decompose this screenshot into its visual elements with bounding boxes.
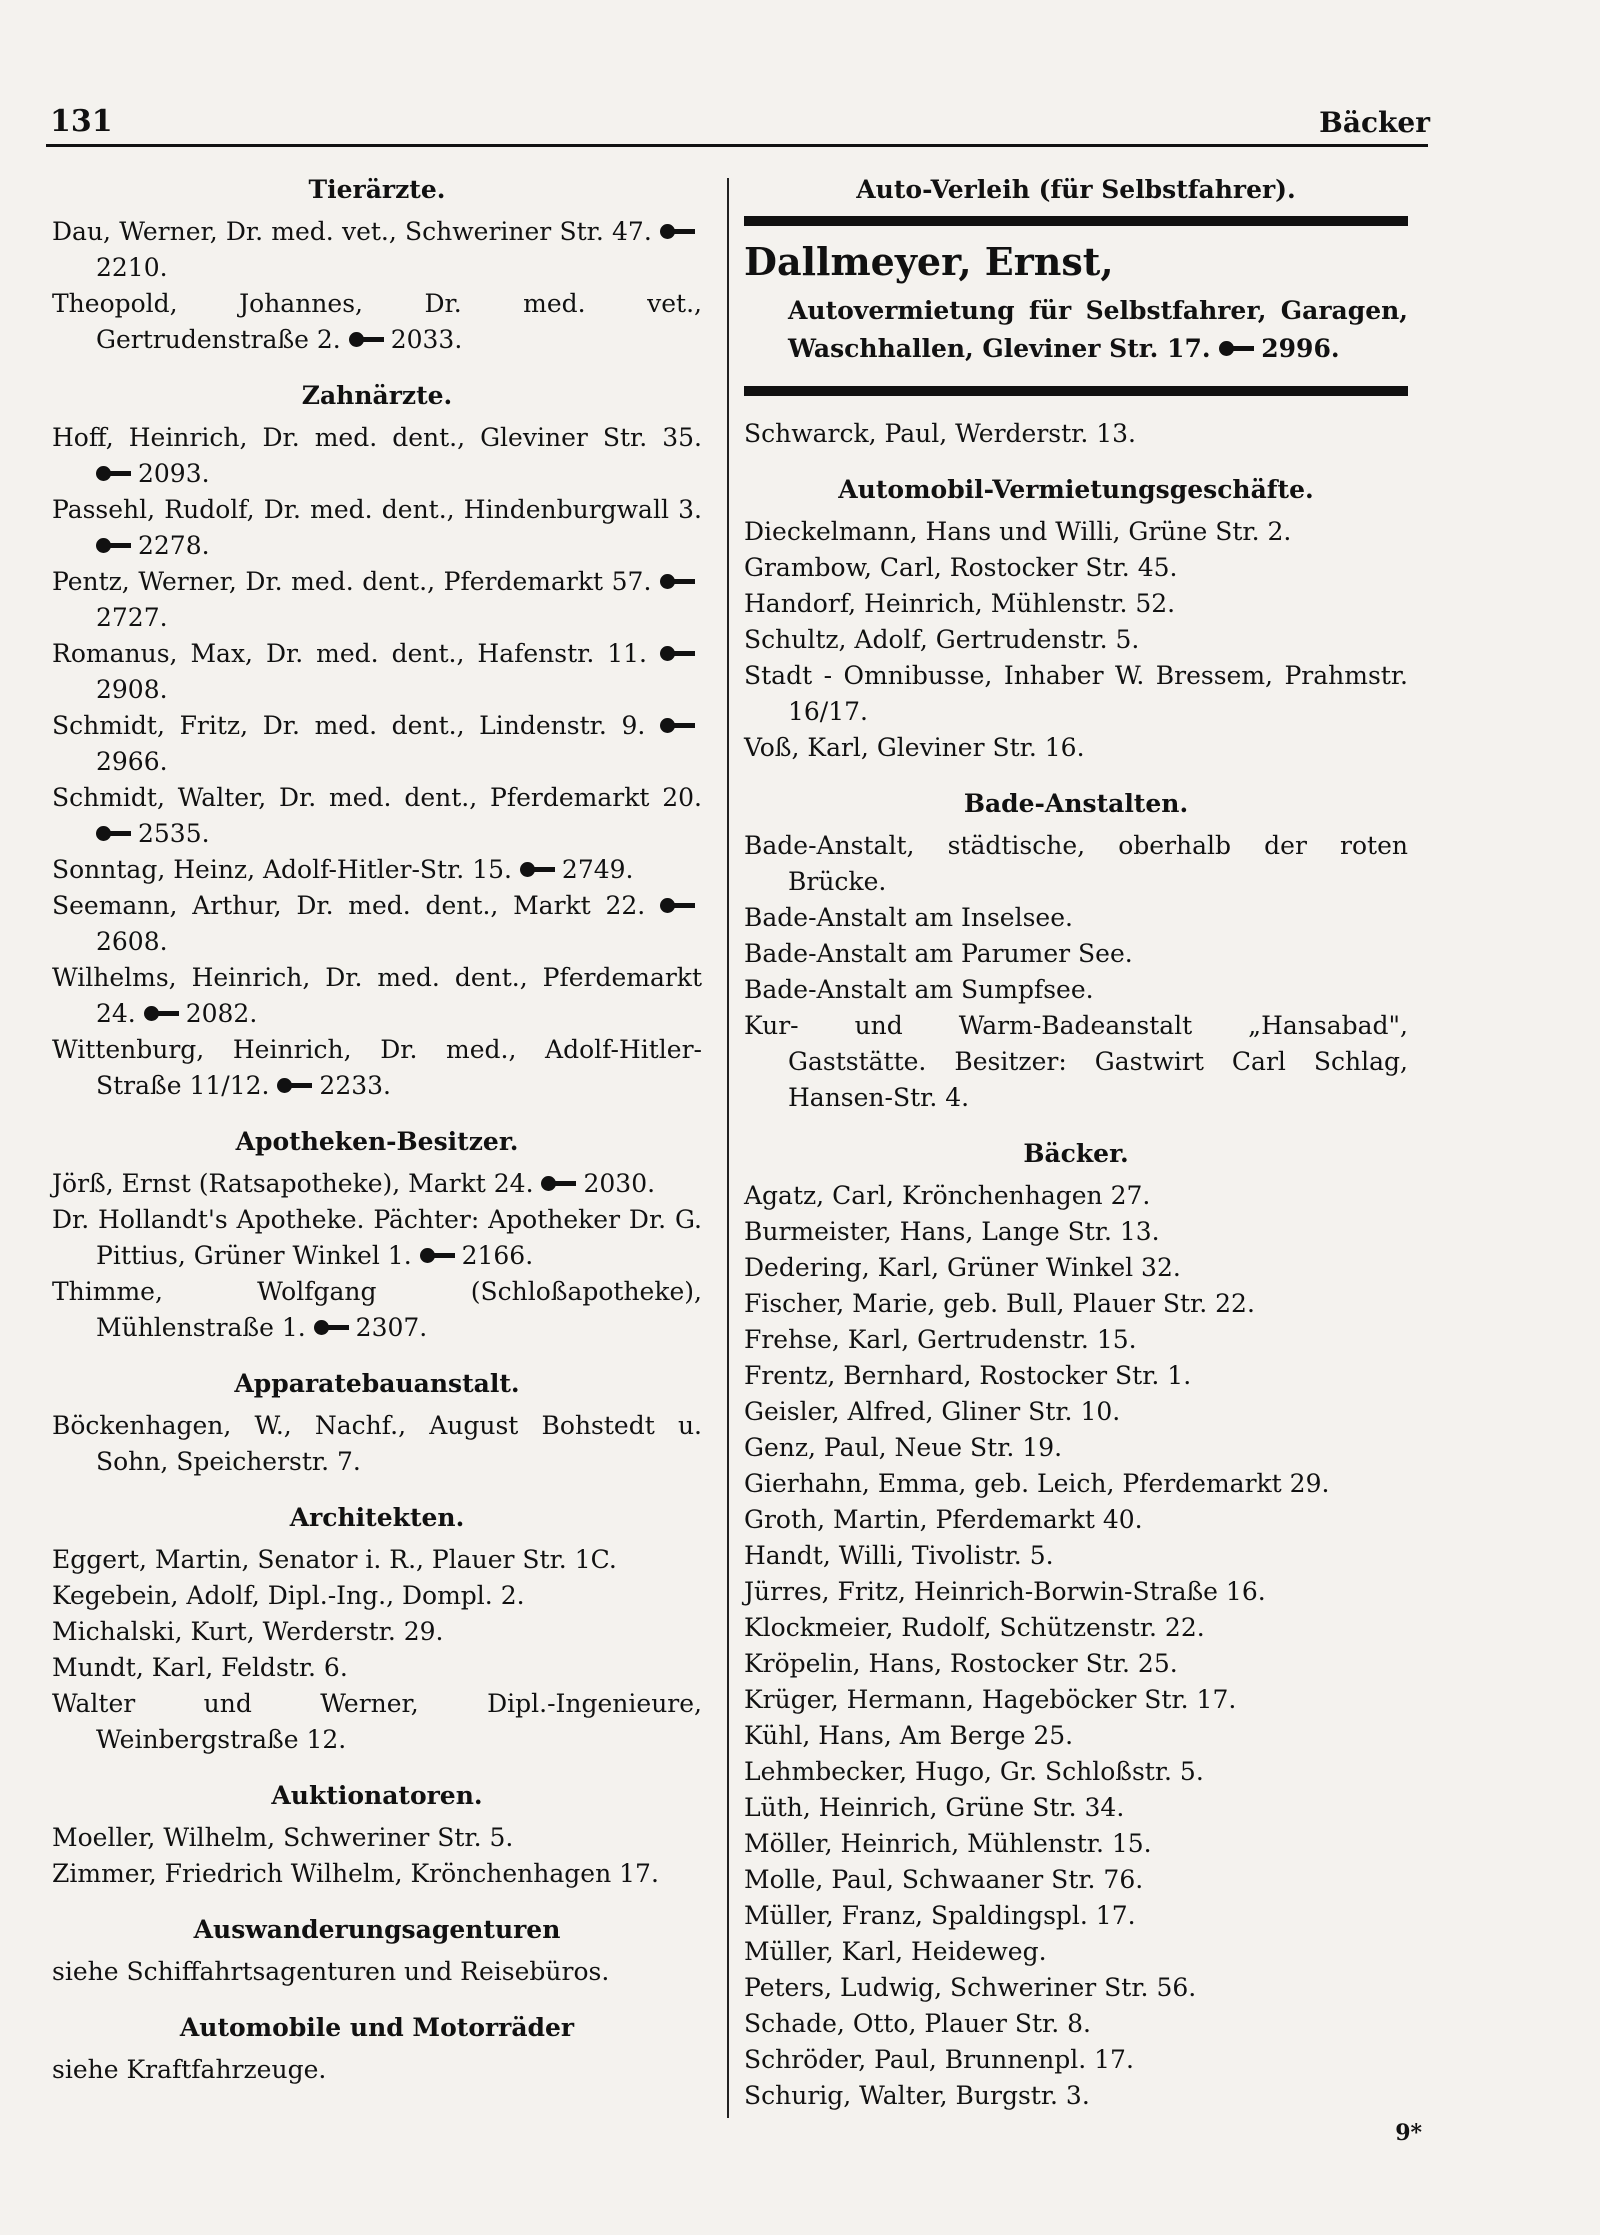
section-heading: Automobil-Vermietungsgeschäfte. [838, 475, 1314, 504]
entry-text: Klockmeier, Rudolf, Schützenstr. 22. [744, 1613, 1205, 1642]
directory-entry [744, 1790, 1408, 1826]
directory-entry [52, 1856, 702, 1892]
directory-entry [52, 286, 702, 358]
directory-entry [52, 708, 702, 780]
telephone-icon [541, 1176, 577, 1191]
directory-entry [744, 1178, 1408, 1214]
entry-text: Schröder, Paul, Brunnenpl. 17. [744, 2045, 1134, 2074]
directory-entry [744, 1286, 1408, 1322]
entry-text: Schmidt, Fritz, Dr. med. dent., Lindenstr. 9. [52, 711, 646, 740]
telephone-icon [96, 826, 132, 841]
telephone-icon [660, 224, 696, 239]
section-heading: Apparatebauanstalt. [234, 1369, 520, 1398]
directory-entry [744, 2006, 1408, 2042]
entry-text: Frehse, Karl, Gertrudenstr. 15. [744, 1325, 1137, 1354]
directory-entry [744, 416, 1408, 452]
telephone-icon [349, 332, 385, 347]
left-column [52, 172, 702, 2088]
directory-entry [744, 1466, 1408, 1502]
section-heading: Auto-Verleih (für Selbstfahrer). [856, 175, 1296, 204]
section-heading: Tierärzte. [308, 175, 446, 204]
entry-text: Hoff, Heinrich, Dr. med. dent., Gleviner Str. 35. [52, 423, 702, 452]
directory-entry [744, 1718, 1408, 1754]
entry-text: Jürres, Fritz, Heinrich-Borwin-Straße 16. [744, 1577, 1266, 1606]
entry-text: Kur- und Warm-Badeanstalt „Hansabad", Gaststätte. Besitzer: Gastwirt Carl Schlag, Hansen-Str. 4. [744, 1011, 1408, 1112]
entry-text: Sonntag, Heinz, Adolf-Hitler-Str. 15. [52, 855, 512, 884]
telephone-icon [277, 1078, 313, 1093]
phone-number: 2966. [96, 747, 168, 776]
entry-text: Peters, Ludwig, Schweriner Str. 56. [744, 1973, 1197, 2002]
directory-entry [52, 564, 702, 636]
section-heading: Bäcker. [1023, 1139, 1129, 1168]
directory-entry [744, 1574, 1408, 1610]
auto-verleih-list [744, 416, 1408, 452]
entry-text: Bade-Anstalt, städtische, oberhalb der roten Brücke. [744, 831, 1408, 896]
section-heading: Zahnärzte. [301, 381, 453, 410]
telephone-icon [660, 646, 696, 661]
phone-number: 2535. [138, 819, 210, 848]
entry-text: Eggert, Martin, Senator i. R., Plauer Str. 1C. [52, 1545, 617, 1574]
directory-entry [52, 1274, 702, 1346]
directory-entry [744, 1862, 1408, 1898]
telephone-icon [660, 718, 696, 733]
entry-text: siehe Schiffahrtsagenturen und Reisebüros. [52, 1957, 610, 1986]
directory-entry [744, 936, 1408, 972]
entry-text: Wilhelms, Heinrich, Dr. med. dent., Pferdemarkt 24. [52, 963, 702, 1028]
section-heading: Auswanderungsagenturen [193, 1915, 561, 1944]
entry-text: Walter und Werner, Dipl.-Ingenieure, Weinbergstraße 12. [52, 1689, 702, 1754]
entry-text: Handt, Willi, Tivolistr. 5. [744, 1541, 1054, 1570]
entry-text: Dedering, Karl, Grüner Winkel 32. [744, 1253, 1181, 1282]
telephone-icon [96, 538, 132, 553]
directory-entry [52, 1614, 702, 1650]
entry-text: Schurig, Walter, Burgstr. 3. [744, 2081, 1090, 2110]
section-heading: Automobile und Motorräder [179, 2013, 575, 2042]
phone-number: 2608. [96, 927, 168, 956]
column-divider [727, 178, 729, 2118]
directory-entry [744, 1394, 1408, 1430]
entry-text: Grambow, Carl, Rostocker Str. 45. [744, 553, 1178, 582]
entry-text: Dieckelmann, Hans und Willi, Grüne Str. 2. [744, 517, 1292, 546]
entry-text: Bade-Anstalt am Parumer See. [744, 939, 1133, 968]
entry-text: Müller, Franz, Spaldingspl. 17. [744, 1901, 1136, 1930]
directory-entry [744, 1322, 1408, 1358]
phone-number: 2166. [461, 1241, 534, 1270]
entry-text: Moeller, Wilhelm, Schweriner Str. 5. [52, 1823, 514, 1852]
directory-entry [52, 1202, 702, 1274]
phone-number: 2082. [185, 999, 258, 1028]
entry-text: Möller, Heinrich, Mühlenstr. 15. [744, 1829, 1152, 1858]
directory-entry [744, 972, 1408, 1008]
phone-number: 2749. [561, 855, 634, 884]
directory-entry [52, 1032, 702, 1104]
telephone-icon [1219, 341, 1255, 356]
directory-entry [744, 828, 1408, 900]
entry-text: Genz, Paul, Neue Str. 19. [744, 1433, 1063, 1462]
signature-mark: 9* [1395, 2120, 1422, 2146]
entry-text: Pentz, Werner, Dr. med. dent., Pferdemarkt 57. [52, 567, 652, 596]
right-column [744, 172, 1408, 2114]
telephone-icon [660, 574, 696, 589]
phone-number: 2210. [96, 253, 168, 282]
directory-entry [52, 1578, 702, 1614]
directory-entry [52, 492, 702, 564]
entry-text: Dau, Werner, Dr. med. vet., Schweriner Str. 47. [52, 217, 652, 246]
entry-text: Bade-Anstalt am Sumpfsee. [744, 975, 1094, 1004]
advertisement-box [744, 216, 1408, 396]
directory-entry [744, 1970, 1408, 2006]
section-heading: Bade-Anstalten. [963, 789, 1189, 818]
directory-entry [744, 658, 1408, 730]
telephone-icon [96, 466, 132, 481]
directory-entry [744, 2042, 1408, 2078]
phone-number: 2908. [96, 675, 168, 704]
directory-entry [744, 1826, 1408, 1862]
advertisement-name: Dallmeyer, Ernst, [744, 239, 1114, 284]
entry-text: Krüger, Hermann, Hageböcker Str. 17. [744, 1685, 1237, 1714]
entry-text: Seemann, Arthur, Dr. med. dent., Markt 22. [52, 891, 646, 920]
directory-entry [52, 214, 702, 286]
directory-entry [52, 1686, 702, 1758]
directory-entry [52, 1954, 702, 1990]
directory-entry [52, 1650, 702, 1686]
entry-text: Dr. Hollandt's Apotheke. Pächter: Apotheker Dr. G. Pittius, Grüner Winkel 1. [52, 1205, 702, 1270]
entry-text: Müller, Karl, Heideweg. [744, 1937, 1047, 1966]
directory-entry [52, 2052, 702, 2088]
directory-entry [52, 420, 702, 492]
phone-number: 2727. [96, 603, 168, 632]
directory-entry [744, 1214, 1408, 1250]
right-sections [744, 472, 1408, 2114]
directory-entry [744, 550, 1408, 586]
telephone-icon [520, 862, 556, 877]
directory-entry [744, 900, 1408, 936]
entry-text: Kröpelin, Hans, Rostocker Str. 25. [744, 1649, 1178, 1678]
page-number: 131 [50, 104, 113, 139]
telephone-icon [144, 1006, 180, 1021]
entry-text: Voß, Karl, Gleviner Str. 16. [744, 733, 1085, 762]
telephone-icon [660, 898, 696, 913]
entry-text: Michalski, Kurt, Werderstr. 29. [52, 1617, 444, 1646]
directory-entry [744, 730, 1408, 766]
entry-text: Theopold, Johannes, Dr. med. vet., Gertrudenstraße 2. [52, 289, 702, 354]
entry-text: Schade, Otto, Plauer Str. 8. [744, 2009, 1091, 2038]
directory-entry [744, 1502, 1408, 1538]
entry-text: Romanus, Max, Dr. med. dent., Hafenstr. 11. [52, 639, 648, 668]
directory-entry [744, 1682, 1408, 1718]
directory-entry [744, 1358, 1408, 1394]
directory-entry [744, 1008, 1408, 1116]
phone-number: 2307. [355, 1313, 428, 1342]
entry-text: Jörß, Ernst (Ratsapotheke), Markt 24. [52, 1169, 534, 1198]
telephone-icon [314, 1320, 350, 1335]
directory-entry [52, 1820, 702, 1856]
entry-text: Frentz, Bernhard, Rostocker Str. 1. [744, 1361, 1192, 1390]
phone-number: 2278. [138, 531, 210, 560]
directory-entry [52, 1408, 702, 1480]
section-heading: Auktionatoren. [271, 1781, 483, 1810]
directory-entry [744, 1610, 1408, 1646]
directory-entry [52, 1166, 702, 1202]
directory-entry [744, 1934, 1408, 1970]
entry-text: Burmeister, Hans, Lange Str. 13. [744, 1217, 1160, 1246]
entry-text: Molle, Paul, Schwaaner Str. 76. [744, 1865, 1144, 1894]
telephone-icon [420, 1248, 456, 1263]
entry-text: Stadt - Omnibusse, Inhaber W. Bressem, Prahmstr. 16/17. [744, 661, 1408, 726]
entry-text: Schmidt, Walter, Dr. med. dent., Pferdemarkt 20. [52, 783, 702, 812]
phone-number: 2233. [319, 1071, 391, 1100]
entry-text: Geisler, Alfred, Gliner Str. 10. [744, 1397, 1121, 1426]
directory-entry [52, 780, 702, 852]
directory-entry [744, 1250, 1408, 1286]
directory-entry [744, 2078, 1408, 2114]
directory-entry [52, 852, 702, 888]
entry-text: Fischer, Marie, geb. Bull, Plauer Str. 22. [744, 1289, 1255, 1318]
directory-entry [744, 514, 1408, 550]
entry-text: Gierhahn, Emma, geb. Leich, Pferdemarkt 29. [744, 1469, 1330, 1498]
running-head: Bäcker [1319, 106, 1430, 139]
entry-text: Mundt, Karl, Feldstr. 6. [52, 1653, 348, 1682]
directory-entry [744, 1538, 1408, 1574]
entry-text: Thimme, Wolfgang (Schloßapotheke), Mühlenstraße 1. [52, 1277, 702, 1342]
section-heading: Apotheken-Besitzer. [235, 1127, 519, 1156]
section-heading: Architekten. [289, 1503, 465, 1532]
directory-entry [744, 586, 1408, 622]
entry-text: Passehl, Rudolf, Dr. med. dent., Hindenburgwall 3. [52, 495, 702, 524]
phone-number: 2030. [583, 1169, 656, 1198]
phone-number: 2093. [138, 459, 210, 488]
directory-entry [52, 1542, 702, 1578]
entry-text: Groth, Martin, Pferdemarkt 40. [744, 1505, 1143, 1534]
entry-text: Wittenburg, Heinrich, Dr. med., Adolf-Hitler-Straße 11/12. [52, 1035, 702, 1100]
advertisement-text: Autovermietung für Selbstfahrer, Garagen, Waschhallen, Gleviner Str. 17. [788, 296, 1408, 363]
advertisement-phone: 2996. [1261, 334, 1340, 363]
directory-entry [744, 1754, 1408, 1790]
advertisement-description [744, 292, 1408, 368]
entry-text: Schwarck, Paul, Werderstr. 13. [744, 419, 1137, 448]
entry-text: Kegebein, Adolf, Dipl.-Ing., Dompl. 2. [52, 1581, 525, 1610]
entry-text: Handorf, Heinrich, Mühlenstr. 52. [744, 589, 1176, 618]
entry-text: Zimmer, Friedrich Wilhelm, Krönchenhagen 17. [52, 1859, 659, 1888]
directory-entry [52, 960, 702, 1032]
entry-text: Agatz, Carl, Krönchenhagen 27. [744, 1181, 1151, 1210]
directory-entry [52, 888, 702, 960]
phone-number: 2033. [390, 325, 463, 354]
entry-text: Lüth, Heinrich, Grüne Str. 34. [744, 1793, 1125, 1822]
entry-text: Lehmbecker, Hugo, Gr. Schloßstr. 5. [744, 1757, 1204, 1786]
directory-entry [744, 622, 1408, 658]
entry-text: Schultz, Adolf, Gertrudenstr. 5. [744, 625, 1140, 654]
header-rule [46, 144, 1428, 147]
entry-text: Böckenhagen, W., Nachf., August Bohstedt u. Sohn, Speicherstr. 7. [52, 1411, 702, 1476]
directory-entry [744, 1646, 1408, 1682]
directory-entry [744, 1898, 1408, 1934]
entry-text: Bade-Anstalt am Inselsee. [744, 903, 1073, 932]
entry-text: siehe Kraftfahrzeuge. [52, 2055, 327, 2084]
entry-text: Kühl, Hans, Am Berge 25. [744, 1721, 1074, 1750]
directory-entry [52, 636, 702, 708]
directory-entry [744, 1430, 1408, 1466]
